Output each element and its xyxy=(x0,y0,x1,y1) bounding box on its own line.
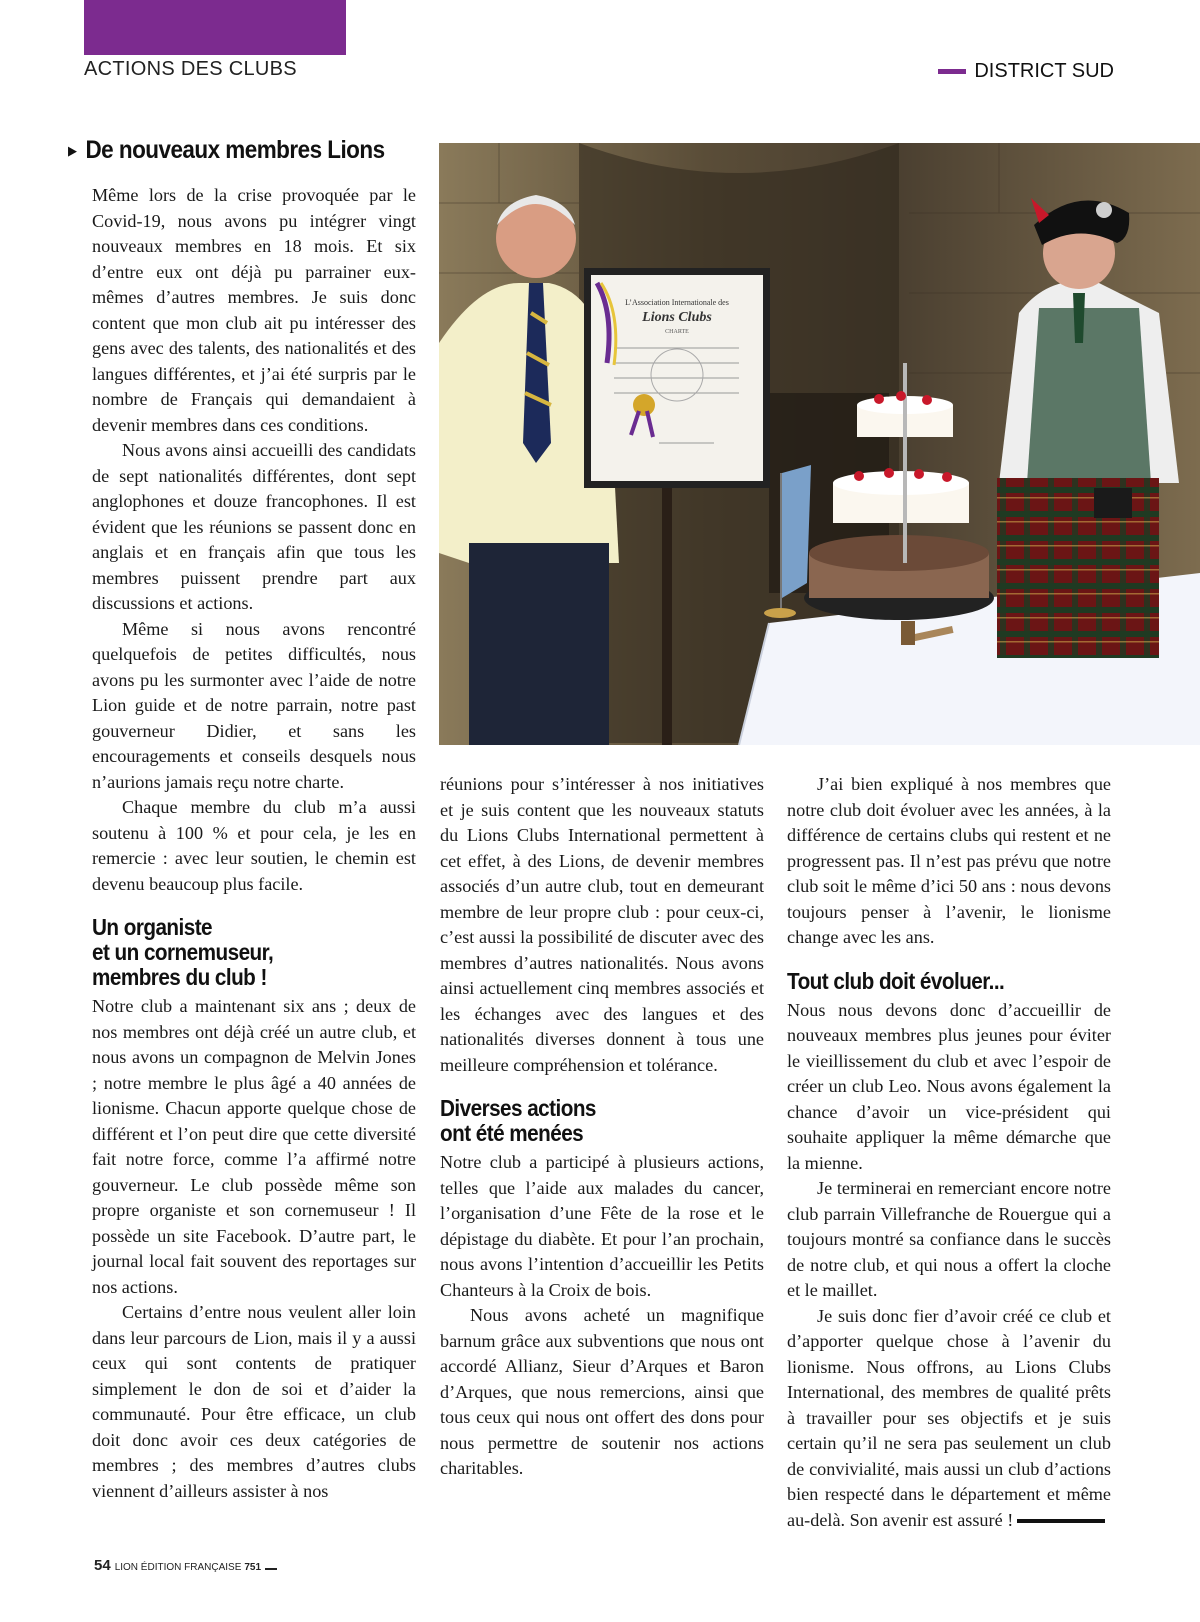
subheading-line: et un cornemuseur, xyxy=(92,939,274,965)
paragraph: Chaque membre du club m’a aussi soutenu à 100 % et pour cela, je les en remercie : avec leur soutien, le chemin est devenu beaucoup plus facile. xyxy=(92,797,416,894)
charter-heading: L’Association Internationale des xyxy=(625,298,729,307)
charter-word: CHARTE xyxy=(665,329,689,335)
header-color-tab xyxy=(84,0,346,55)
district-label xyxy=(938,60,1114,83)
column-3 xyxy=(787,772,1111,1533)
subheading-evoluer: Tout club doit évoluer... xyxy=(787,967,1005,994)
subheading-line: membres du club ! xyxy=(92,964,267,990)
paragraph: Même lors de la crise provoquée par le Covid-19, nous avons pu intégrer vingt nouveaux membres en 18 mois. Et six d’entre eux ont déjà pu parrainer eux-mêmes d’autres membres. Je suis donc content que mon club ait pu intéresser des gens avec des talents, des nationalités et des langues différentes, et j’ai été surpris par le nombre de Français qui demandaient à devenir membres dans ces conditions. xyxy=(92,185,416,435)
triangle-bullet-icon: ▶ xyxy=(68,142,77,158)
subheading-actions xyxy=(440,1096,732,1146)
article-title-text: De nouveaux membres Lions xyxy=(85,136,385,164)
issue-number: 751 xyxy=(244,1562,262,1573)
page-number: 54 xyxy=(94,1557,111,1574)
paragraph: Nous avons acheté un magnifique barnum grâce aux subventions que nous ont accordé Allianz, Sieur d’Arques et Baron d’Arques, que nous remercions, ainsi que tous ceux qui nous ont offert des dons pour nous permettre de soutenir nos actions charitables. xyxy=(440,1305,764,1478)
paragraph: Certains d’entre nous veulent aller loin dans leur parcours de Lion, mais il y a aussi ceux qui sont contents de pratiquer simplement le don de soi et d’aider la communauté. Pour être efficace, un club doit donc avoir ces deux catégories de membres ; des membres d’autres clubs viennent d’ailleurs assister à nos xyxy=(92,1302,416,1501)
paragraph: J’ai bien expliqué à nos membres que notre club doit évoluer avec les années, à la différence de certains clubs qui restent et ne progressent pas. Il n’est pas prévu que notre club soit le même d’ici 50 ans : nous devons toujours penser à l’avenir, le lionisme change avec les ans. xyxy=(787,774,1111,947)
footer-dash xyxy=(265,1568,277,1570)
paragraph: Je terminerai en remerciant encore notre club parrain Villefranche de Rouergue qui a toujours montré sa confiance dans le succès de notre club, et qui nous a offert la cloche et le maillet. xyxy=(787,1178,1111,1300)
closing-text: Je suis donc fier d’avoir créé ce club et d’apporter quelque chose à l’avenir du lionisme. Nous offrons, au Lions Clubs International, des membres de qualité prêts à travailler pour ses objectifs et je suis certain qu’il ne sera pas seulement un club de convivialité, mais aussi un club d’actions bien respecté dans le département et même au-delà. Son avenir est assuré ! xyxy=(787,1305,1111,1530)
subheading-line: Un organiste xyxy=(92,914,213,940)
page-footer xyxy=(94,1557,277,1574)
article-title xyxy=(68,136,385,165)
subheading-organiste xyxy=(92,915,384,990)
section-label: ACTIONS DES CLUBS xyxy=(84,58,297,80)
paragraph xyxy=(787,1304,1111,1534)
easel-stand xyxy=(662,488,672,745)
magazine-name: LION ÉDITION FRANÇAISE xyxy=(114,1562,242,1573)
lions-charter-frame xyxy=(584,268,770,488)
gold-seal xyxy=(633,394,655,416)
article-photo xyxy=(439,143,1200,745)
column-1 xyxy=(92,183,416,1504)
paragraph: réunions pour s’intéresser à nos initiatives et je suis content que les nouveaux statuts du Lions Clubs International permettent à cet effet, à des Lions, de devenir membres associés d’un autre club, tout en demeurant membre de leur propre club : pour ceux-ci, c’est aussi la possibilité de discuter avec des membres d’autres nationalités. Nous avons ainsi actuellement cinq membres associés et les échanges avec des langues et des nationalités diverses donnent à tous une meilleure compréhension et tolérance. xyxy=(440,774,764,1075)
district-text: DISTRICT SUD xyxy=(974,60,1114,82)
subheading-line: Diverses actions xyxy=(440,1095,596,1121)
district-accent-bar xyxy=(938,69,966,74)
column-2 xyxy=(440,772,764,1482)
paragraph: Nous avons ainsi accueilli des candidats de sept nationalités différentes, dont sept anglophones et douze francophones. Il est évident que les réunions se passent donc en anglais et en français afin que tous les membres puissent prendre part aux discussions et actions. xyxy=(92,440,416,613)
paragraph: Notre club a participé à plusieurs actions, telles que l’aide aux malades du cancer, l’organisation d’une Fête de la rose et le dépistage du diabète. Et pour l’an prochain, nous avons l’intention d’accueillir les Petits Chanteurs à la Croix de bois. xyxy=(440,1152,764,1300)
subheading-line: ont été menées xyxy=(440,1120,584,1146)
charter-title: Lions Clubs xyxy=(642,310,712,325)
end-of-article-mark xyxy=(1017,1519,1105,1523)
paragraph: Même si nous avons rencontré quelquefois de petites difficultés, nous avons pu les surmonter avec l’aide de notre Lion guide et de notre parrain, notre past gouverneur Didier, et sans les encouragements et conseils desquels nous n’aurions jamais reçu notre charte. xyxy=(92,618,416,792)
paragraph: Nous nous devons donc d’accueillir de nouveaux membres plus jeunes pour éviter le vieillissement du club et avec l’espoir de créer un club Leo. Nous avons également la chance d’avoir un vice-président qui souhaite appliquer la même démarche que la mienne. xyxy=(787,999,1111,1173)
paragraph: Notre club a maintenant six ans ; deux de nos membres ont déjà créé un autre club, et nous avons un compagnon de Melvin Jones ; notre membre le plus âgé a 40 années de lionisme. Chacun apporte quelque chose de différent et l’on peut dire que cette diversité fait notre force, comme l’a affirmé notre gouverneur. Le club possède même son propre organiste et son cornemuseur ! Il possède un site Facebook. D’autre part, le journal local fait souvent des reportages sur nos actions. xyxy=(92,996,416,1297)
